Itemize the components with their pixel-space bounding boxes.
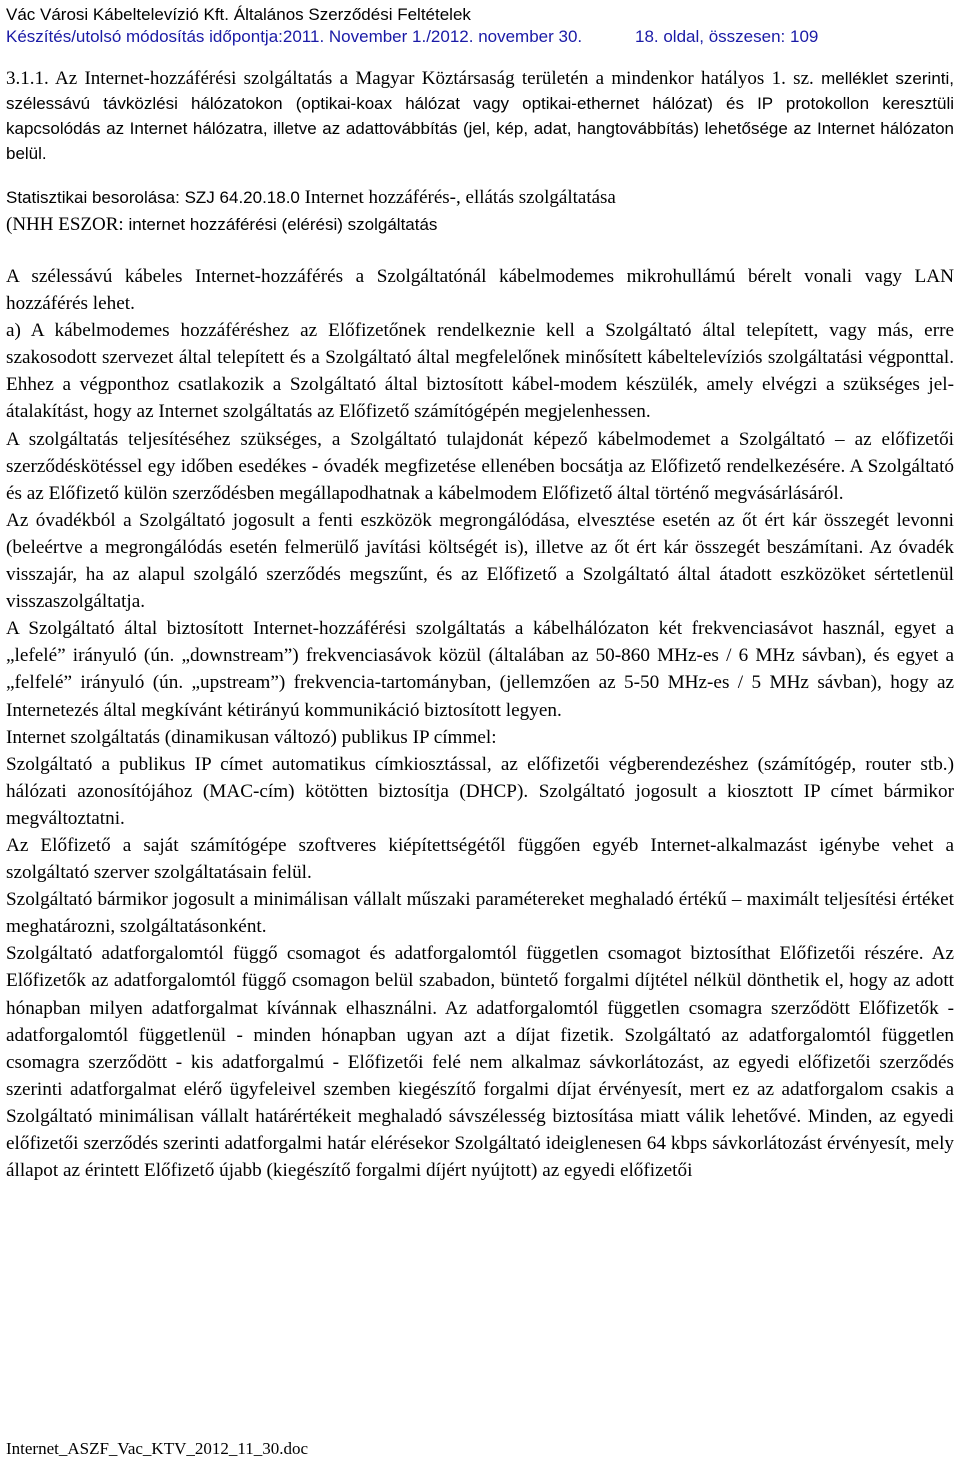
nhh-label: (NHH ESZOR:	[6, 214, 124, 235]
statistics-description: Internet hozzáférés-, ellátás szolgáltatása	[304, 187, 616, 208]
section-heading-title: 3.1.1. Az Internet-hozzáférési szolgáltatás a Magyar Köztársaság területén a mindenkor hatályos 1. sz.	[6, 68, 814, 89]
body-text	[6, 263, 954, 1184]
paragraph: Szolgáltató adatforgalomtól függő csomagot és adatforgalomtól független csomagot biztosíthat Előfizetői részére. Az Előfizetők az adatforgalomtól függő csomagon belül szabadon, büntető forgalmi díjtétel nélkül dönthetik el, hogy az adott hónapban milyen adatforgalmat kívánnak elhasználni. Az adatforgalomtól független csomagra szerződött Előfizetők - adatforgalomtól függetlenül - minden hónapban ugyan azt a díjat fizetik. Szolgáltató az adatforgalomtól független csomagra szerződött - kis adatforgalmú - Előfizetői felé nem alkalmaz sávkorlátozást, az egyedi előfizetői szerződés szerinti adatforgalmat elérő ügyfeleivel szemben kiegészítő forgalmi díjat érvényesít, mert ez az adatforgalom csakis a Szolgáltató minimálisan vállalt határértékeit meghaladó sávszélesség biztosítása miatt válik lehetővé. Minden, az egyedi előfizetői szerződés szerinti adatforgalmi határ elérésekor Szolgáltató ideiglenesen 64 kbps sávkorlátozást érvényesít, mely állapot az érintett Előfizető újabb (kiegészítő forgalmi díjért nyújtott) az egyedi előfizetői	[6, 943, 954, 1182]
page-header	[6, 4, 954, 48]
paragraph: A Szolgáltató által biztosított Internet-hozzáférési szolgáltatás a kábelhálózaton két frekvenciasávot használ, egyet a „lefelé” irányuló (ún. „downstream”) frekvenciasávok közül (általában az 50-860 MHz-es / 6 MHz sávban), és egyet a „felfelé” irányuló (ún. „upstream”) frekvencia-tartományban, (jellemzően az 5-50 MHz-es / 5 MHz sávban), hogy az Internetezés által megkívánt kétirányú kommunikáció biztosított legyen.	[6, 618, 954, 721]
section-heading	[6, 66, 954, 166]
section-heading-body: melléklet szerinti, szélessávú távközlési hálózatokon (optikai-koax hálózat vagy optikai-ethernet hálózat) és IP protokollon keresztüli kapcsolódás az Internet hálózatra, illetve az adattovábbítás (jel, kép, adat, hangtovábbítás) lehetősége az Internet hálózaton belül.	[6, 69, 955, 163]
modification-dates: Készítés/utolsó módosítás időpontja:2011. November 1./2012. november 30.	[6, 27, 583, 46]
nhh-line	[6, 211, 954, 238]
statistics-line	[6, 184, 954, 211]
statistics-block	[6, 184, 954, 238]
paragraph: Szolgáltató a publikus IP címet automatikus címkiosztással, az előfizetői végberendezéshez (számítógép, router stb.) hálózati azonosítójához (MAC-cím) kötötten biztosítja (DHCP). Szolgáltató jogosult a kiosztott IP címet bármikor megváltoztatni.	[6, 753, 954, 829]
page-footer-filename: Internet_ASZF_Vac_KTV_2012_11_30.doc	[6, 1439, 309, 1458]
document-page	[6, 4, 954, 1184]
paragraph: A szélessávú kábeles Internet-hozzáférés a Szolgáltatónál kábelmodemes mikrohullámú bérelt vonali vagy LAN hozzáférés lehet.	[6, 266, 954, 315]
paragraph: Internet szolgáltatás (dinamikusan változó) publikus IP címmel:	[6, 726, 497, 748]
nhh-text: internet hozzáférési (elérési) szolgáltatás	[128, 215, 438, 234]
page-counter: 18. oldal, összesen: 109	[635, 27, 819, 46]
paragraph: Az Előfizető a saját számítógépe szoftveres kiépítettségétől függően egyéb Internet-alkalmazást igénybe vehet a szolgáltató szerver szolgáltatásain felül.	[6, 834, 954, 884]
paragraph: Szolgáltató bármikor jogosult a minimálisan vállalt műszaki paramétereket meghaladó értékű – maximált teljesítési értéket meghatározni, szolgáltatásonként.	[6, 889, 954, 938]
statistics-label: Statisztikai besorolása: SZJ 64.20.18.0	[6, 188, 300, 207]
paragraph: Az óvadékból a Szolgáltató jogosult a fenti eszközök megrongálódása, elvesztése esetén az őt ért kár összegét levonni (beleértve a megrongálódás esetén felmerülő javítási költségét is), illetve az őt ért kár összegét beszámítani. Az óvadék visszajár, ha az alapul szolgáló szerződés megszűnt, és az Előfizető a Szolgáltató által átadott eszközöket sértetlenül visszaszolgáltatja.	[6, 509, 954, 613]
paragraph: a) A kábelmodemes hozzáféréshez az Előfizetőnek rendelkeznie kell a Szolgáltató által telepített, vagy más, erre szakosodott szervezet által telepített és a Szolgáltató által megfelelőnek minősített kábeltelevíziós szolgáltatási végponttal. Ehhez a végponthoz csatlakozik a Szolgáltató által biztosított kábel-modem készülék, amely elvégzi a szükséges jel-átalakítást, hogy az Internet szolgáltatás az Előfizető számítógépén megjelenhessen.	[6, 320, 954, 423]
paragraph: A szolgáltatás teljesítéséhez szükséges, a Szolgáltató tulajdonát képező kábelmodemet a Szolgáltató – az előfizetői szerződéskötéssel egy időben esedékes - óvadék megfizetése ellenében bocsátja az Előfizető rendelkezésére. A Szolgáltató és az Előfizető külön szerződésben megállapodhatnak a kábelmodem Előfizető által történő megvásárlásáról.	[6, 428, 954, 504]
header-meta-line	[6, 26, 954, 48]
company-title: Vác Városi Kábeltelevízió Kft. Általános Szerződési Feltételek	[6, 5, 471, 24]
